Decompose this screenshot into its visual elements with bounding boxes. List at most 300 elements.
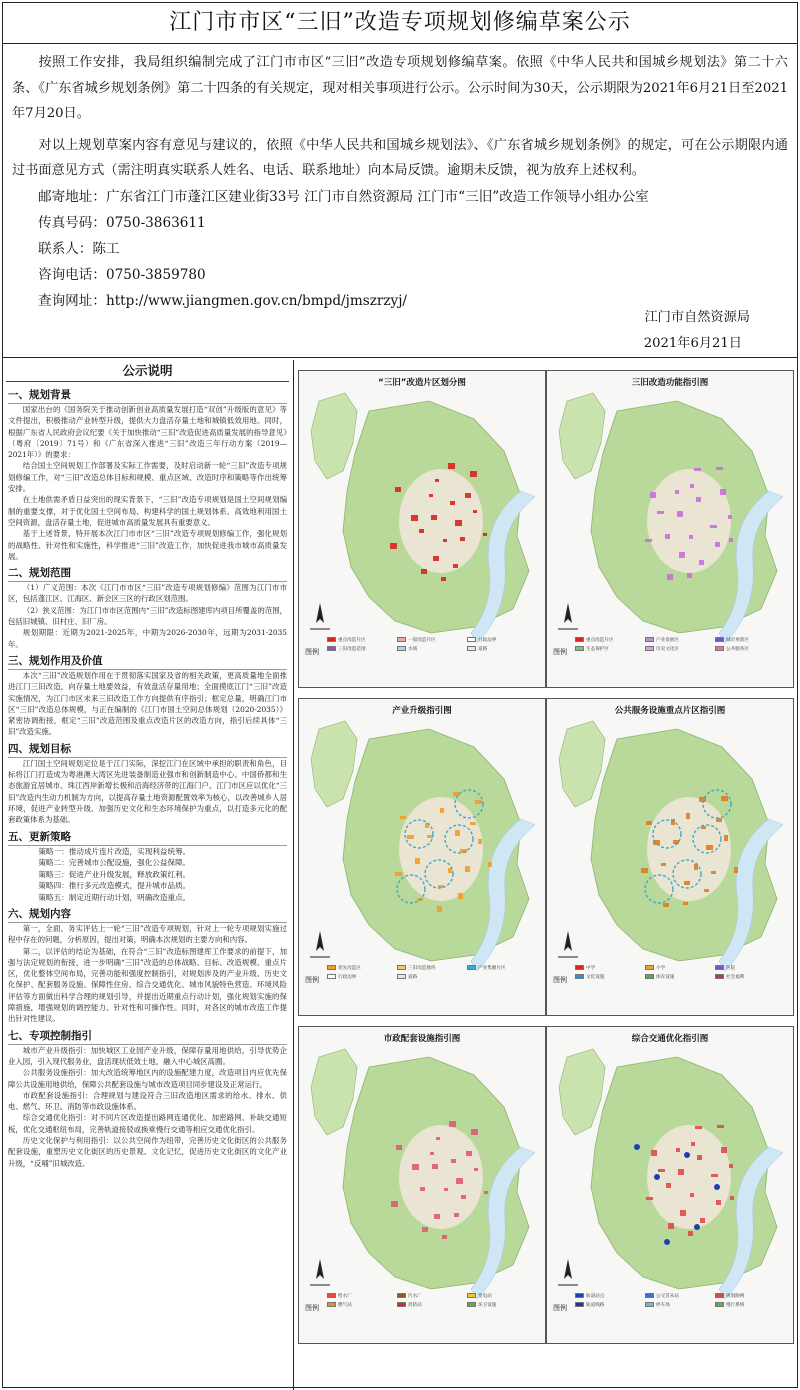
north-arrow-icon	[555, 929, 581, 963]
renewal-plot	[484, 1191, 488, 1194]
legend-item	[467, 644, 537, 653]
notice-title: 江门市市区“三旧”改造专项规划修编草案公示	[2, 2, 798, 44]
renewal-plot	[419, 529, 424, 533]
renewal-plot	[475, 800, 482, 804]
legend-swatch	[645, 1302, 654, 1307]
mailing-address: 邮寄地址：广东省江门市蓬江区建业街33号 江门市自然资源局 江门市“三旧”改造工作领导小组办公室	[38, 188, 649, 205]
renewal-plot	[415, 858, 420, 864]
notice-paragraph-2: 对以上规划草案内容有意见与建议的，依照《中华人民共和国城乡规划法》、《广东省城乡规划条例》的规定，可在公示期限内通过书面意见方式（需注明真实联系人姓名、电话、联系地址）向本局反馈。逾期未反馈，视为放弃上述权利。	[12, 137, 788, 178]
renewal-plot	[471, 1129, 478, 1135]
renewal-plot	[453, 792, 460, 796]
legend-swatch	[467, 1302, 476, 1307]
north-arrow-icon	[307, 601, 333, 635]
renewal-plot	[728, 515, 732, 519]
renewal-plot	[412, 1164, 419, 1170]
map-panel	[546, 698, 794, 1016]
renewal-plot	[679, 552, 685, 558]
renewal-plot	[716, 1200, 721, 1205]
renewal-plot	[422, 1227, 428, 1232]
legend-swatch	[397, 974, 406, 979]
legend-swatch	[575, 646, 584, 651]
renewal-plot	[661, 863, 666, 866]
legend-swatch	[575, 1302, 584, 1307]
map-panel	[298, 370, 546, 688]
renewal-plot	[466, 1151, 472, 1156]
legend-items	[575, 1291, 785, 1309]
renewal-plot	[450, 501, 455, 505]
renewal-plot	[431, 515, 437, 520]
renewal-plot	[680, 1210, 686, 1216]
north-arrow-icon	[307, 1257, 333, 1291]
legend-label: 图例	[553, 648, 567, 656]
renewal-plot	[461, 1195, 466, 1199]
renewal-plot	[455, 830, 460, 836]
renewal-plot	[683, 902, 688, 905]
renewal-plot	[673, 840, 679, 844]
legend-item	[575, 1291, 645, 1300]
renewal-plot	[675, 490, 679, 494]
urban-core	[647, 797, 731, 901]
notice-body	[2, 44, 798, 314]
renewal-plot	[650, 492, 656, 498]
legend-item	[327, 635, 397, 644]
legend-label: 图例	[305, 648, 319, 656]
renewal-plot	[658, 1169, 665, 1172]
renewal-plot	[443, 539, 447, 542]
legend-item	[715, 972, 785, 981]
legend-swatch	[645, 965, 654, 970]
legend-swatch	[397, 965, 406, 970]
legend-item	[397, 635, 467, 644]
legend-item	[327, 972, 397, 981]
renewal-plot	[465, 866, 470, 872]
renewal-plot	[448, 463, 455, 469]
map-title: 综合交通优化指引图	[631, 1034, 709, 1044]
legend-items	[327, 963, 537, 981]
transit-station	[684, 1152, 690, 1158]
strategy-item: 策略一：推动成片连片改造，实现利益统筹。	[38, 846, 191, 856]
legend-item-label: 给水厂	[338, 1293, 352, 1299]
legend-item-label: 公共服务区	[726, 646, 749, 652]
legend-item-label: 生态保护区	[586, 646, 609, 652]
legend-item-label: 变电站	[478, 1293, 492, 1299]
legend-item	[397, 963, 467, 972]
map-legend	[305, 963, 541, 1009]
renewal-plot	[483, 533, 487, 536]
legend-item-label: 城市更新区	[726, 637, 749, 643]
renewal-plot	[690, 1193, 694, 1197]
section-paragraph: 国家出台的《国务院关于推动创新创业高质量发展打造“双创”升级版的意见》等文件提出，积极推动产业转型升级，提供大力盘活存量土地和城镇低效用地。同时，根据广东省人民政府会议纪要《关于加快推动“三旧”改造促进高质量发展的指导意见》（粤府〔2019〕71号）和《广东省深入推进“三旧”改造三年行动方案（2019—2021年）》的要求：	[8, 405, 287, 460]
legend-item-label: 体育设施	[656, 974, 675, 980]
legend-item-label: 燃气站	[338, 1302, 352, 1308]
north-arrow-icon	[307, 929, 333, 963]
renewal-plot	[688, 1231, 693, 1236]
renewal-plot	[734, 867, 738, 873]
renewal-plot	[721, 796, 728, 801]
renewal-plot	[711, 1174, 718, 1177]
legend-item	[327, 1291, 397, 1300]
legend-item	[715, 635, 785, 644]
legend-label: 图例	[305, 1304, 319, 1312]
renewal-plot	[666, 1183, 671, 1188]
renewal-plot	[420, 1187, 425, 1191]
renewal-plot	[696, 497, 701, 502]
query-website: 查询网址：http://www.jiangmen.gov.cn/bmpd/jmszrzyj/	[38, 292, 408, 309]
renewal-plot	[432, 1164, 438, 1169]
legend-label: 图例	[553, 1304, 567, 1312]
renewal-plot	[686, 813, 690, 819]
section-heading: 三、规划作用及价值	[8, 654, 287, 670]
legend-item-label: 行政边界	[338, 974, 357, 980]
map-title: 市政配套设施指引图	[383, 1034, 461, 1044]
section-paragraph: 第一，全面、务实评估上一轮“三旧”改造专项规划，针对上一轮专项规划实施过程中存在的问题，分析原因，提出对策，明确本次规划的主要方向和内容。	[8, 924, 287, 945]
renewal-plot	[651, 1150, 657, 1156]
legend-swatch	[645, 637, 654, 642]
legend-item-label: 规划路网	[726, 1293, 745, 1299]
legend-item	[397, 1291, 467, 1300]
renewal-plot	[454, 1213, 459, 1217]
renewal-plot	[470, 822, 476, 825]
renewal-plot	[460, 537, 465, 541]
legend-item	[645, 644, 715, 653]
legend-item-label: 重点改造片区	[586, 637, 614, 643]
legend-item	[397, 1300, 467, 1309]
renewal-plot	[721, 1147, 727, 1153]
legend-item	[575, 635, 645, 644]
legend-item	[327, 644, 397, 653]
consult-phone: 咨询电话：0750-3859780	[38, 266, 206, 283]
renewal-plot	[657, 511, 664, 514]
renewal-plot	[690, 484, 694, 488]
explanation-title: 公示说明	[6, 360, 289, 382]
section-heading: 二、规划范围	[8, 566, 287, 582]
renewal-plot	[697, 1155, 702, 1160]
section-paragraph: 城市产业升级指引：加快城区工业园产业升级，保障存量用地供给，引导优势企业入园，引入现代服务业，盘活现状低效土地，融入中心城区高圈。	[8, 1045, 287, 1066]
legend-item	[645, 972, 715, 981]
map-legend	[553, 963, 789, 1009]
legend-item-label: 产业发展区	[656, 637, 679, 643]
explanation-content	[2, 382, 293, 1169]
legend-item	[715, 963, 785, 972]
map-title: 公共服务设施重点片区指引图	[614, 706, 726, 716]
renewal-plot	[695, 1126, 702, 1129]
legend-item	[397, 644, 467, 653]
legend-item	[715, 1300, 785, 1309]
renewal-plot	[441, 577, 446, 581]
section-heading: 一、规划背景	[8, 388, 287, 404]
strategy-item: 策略五：制定近期行动计划，明确改造重点。	[38, 892, 191, 902]
legend-swatch	[397, 1302, 406, 1307]
section-paragraph: 结合国土空间规划工作部署及实际工作需要，及时启动新一轮“三旧”改造专项规划修编工作，对“三旧”改造总体目标和规模、重点区域、改造时序和策略等作出统筹安排。	[8, 461, 287, 494]
renewal-plot	[488, 862, 492, 867]
lower-area	[2, 360, 798, 1390]
renewal-plot	[720, 489, 726, 495]
transit-station	[694, 1224, 700, 1230]
section-heading: 六、规划内容	[8, 907, 287, 923]
legend-item-label: 三旧改造范围	[338, 646, 366, 652]
legend-swatch	[327, 637, 336, 642]
map-panel	[546, 1026, 794, 1344]
renewal-plot	[699, 560, 704, 565]
legend-item	[575, 1300, 645, 1309]
renewal-plot	[396, 1145, 402, 1150]
legend-item-label: 轨道线路	[586, 1302, 605, 1308]
contact-person: 联系人：陈工	[38, 240, 120, 257]
legend-item	[467, 1291, 537, 1300]
renewal-plot	[440, 808, 444, 813]
section-heading: 五、更新策略	[8, 830, 287, 846]
legend-swatch	[715, 974, 724, 979]
legend-item-label: 道路	[408, 974, 418, 980]
legend-item-label: 污水厂	[408, 1293, 422, 1299]
renewal-plot	[667, 574, 673, 580]
transit-station	[664, 1239, 670, 1245]
legend-label: 图例	[305, 976, 319, 984]
legend-swatch	[397, 646, 406, 651]
renewal-plot	[677, 511, 683, 517]
notice-paragraph-1: 按照工作安排，我局组织编制完成了江门市市区“三旧”改造专项规划修编草案。依照《中华人民共和国城乡规划法》第二十六条、《广东省城乡规划条例》第二十四条的有关规定，现对相关事项进行公示。公示时间为30天，公示期限为2021年6月21日至2021年7月20日。	[12, 55, 788, 121]
legend-swatch	[645, 646, 654, 651]
renewal-plot	[717, 1125, 724, 1128]
legend-item-label: 慢行系统	[726, 1302, 745, 1308]
renewal-plot	[676, 1148, 680, 1152]
renewal-plot	[433, 556, 439, 561]
legend-item	[645, 635, 715, 644]
legend-items	[575, 635, 785, 653]
renewal-plot	[478, 839, 482, 844]
renewal-plot	[689, 535, 693, 539]
legend-swatch	[327, 1302, 336, 1307]
legend-swatch	[715, 646, 724, 651]
legend-item-label: 轨道站点	[586, 1293, 605, 1299]
renewal-plot	[437, 906, 442, 912]
legend-item-label: 优先改造区	[338, 965, 361, 971]
map-title: 三旧改造功能指引图	[631, 378, 709, 388]
legend-item-label: 道路	[478, 646, 488, 652]
legend-item	[575, 972, 645, 981]
renewal-plot	[704, 889, 709, 892]
section-paragraph: 在土地供需矛盾日益突出的现实背景下，“三旧”改造专项规划是国土空间规划编制的重要支撑，对于优化国土空间布局、构建科学的国土规划体系、高效地利用国土空间资源，盘活存量土地，促进城市高质量发展具有重要意义。	[8, 495, 287, 527]
renewal-plot	[706, 845, 713, 850]
legend-item	[645, 1300, 715, 1309]
section-paragraph: 本次“三旧”改造规划作用在于贯彻落实国家及省的相关政策，更高质量地全面推进江门三旧改造，向存量土地要效益，有效盘活存量用地；全面摸底江门“三旧”改造实施情况，为江门市区未来三旧改造工作方向提供有序指引；框定总量，明确江门市区“三旧”改造总体规模，与正在编制的《江门市国土空间总体规划（2020-2035）》紧密协调衔接，框定“三旧”改造范围及重点改造片区的改造方向，指引后续具体“三旧”改造实施。	[8, 670, 287, 737]
section-paragraph: 历史文化保护与利用指引：以公共空间作为纽带，完善历史文化街区的公共服务配套设施，重塑历史文化街区的历史景观、文化记忆，促进历史文化街区的文化产业升级，“反哺”旧城改造。	[8, 1136, 287, 1168]
legend-item-label: 停车场	[656, 1302, 670, 1308]
urban-core	[399, 1125, 483, 1229]
legend-swatch	[645, 1293, 654, 1298]
renewal-plot	[470, 471, 477, 477]
renewal-plot	[444, 1188, 448, 1191]
legend-item-label: 公交首末站	[656, 1293, 679, 1299]
renewal-plot	[395, 487, 401, 492]
renewal-plot	[711, 871, 716, 874]
legend-swatch	[467, 1293, 476, 1298]
legend-item-label: 一般改造片区	[408, 637, 436, 643]
legend-swatch	[715, 965, 724, 970]
renewal-plot	[474, 1168, 478, 1171]
map-panel	[546, 370, 794, 688]
legend-swatch	[645, 974, 654, 979]
section-paragraph: 基于上述背景，特开展本次江门市市区“三旧”改造专项规划修编工作，强化规划的战略性、针对性和实施性，科学推进“三旧”改造工作，加快促进我市城市高质量发展。	[8, 529, 287, 561]
legend-swatch	[575, 1293, 584, 1298]
legend-item-label: 三旧改造地块	[408, 965, 436, 971]
legend-item-label: 文化设施	[586, 974, 605, 980]
renewal-plot	[700, 1218, 705, 1223]
renewal-plot	[684, 881, 690, 885]
strategy-item: 策略二：完善城市公配设施，强化公益保障。	[38, 858, 191, 867]
legend-swatch	[327, 646, 336, 651]
legend-item	[397, 972, 467, 981]
legend-label: 图例	[553, 976, 567, 984]
section-paragraph: （1）广义范围：本次《江门市市区“三旧”改造专项规划修编》范围为江门市市区，包括蓬江区、江海区、新会区三区的行政区划范围。	[8, 583, 287, 604]
renewal-plot	[400, 816, 406, 819]
legend-item-label: 环卫设施	[478, 1302, 497, 1308]
legend-item-label: 产业集聚片区	[478, 965, 506, 971]
map-legend	[305, 635, 541, 681]
renewal-plot	[665, 534, 670, 539]
explanation-column	[2, 360, 294, 1390]
legend-swatch	[397, 1293, 406, 1298]
legend-item-label: 历史文化区	[656, 646, 679, 652]
renewal-plot	[715, 542, 720, 547]
renewal-plot	[458, 893, 463, 899]
legend-swatch	[715, 1293, 724, 1298]
renewal-plot	[449, 1121, 456, 1127]
renewal-plot	[436, 1137, 440, 1140]
legend-item-label: 中学	[586, 965, 596, 971]
transit-station	[634, 1144, 640, 1150]
legend-item	[715, 644, 785, 653]
north-arrow-icon	[555, 1257, 581, 1291]
section-paragraph: 第二，以评估的结论为基础，在符合“三旧”改造标图建库工作要求的前提下，加强与法定规划的衔接，进一步明确“三旧”改造的总体战略、目标、改造规模、重点片区，优化整体空间布局，完善功能和强度控制指引，对规划涉及的产业升级、历史文化保护、配套服务设施、保障性住房、综合交通优化、城市风貌特色营造、环境风险评估等方面做出科学合理的规划引导，并提出近期重点行动计划，强化规划实施的保障措施，增强规划的调控能力、针对性和可操作性。同时，对各区的城市改造工作提出针对性建议。	[8, 946, 287, 1024]
map-legend	[305, 1291, 541, 1337]
section-paragraph: 规划期限：近期为2021-2025年，中期为2026-2030年，远期为2031-2035年。	[8, 628, 287, 649]
renewal-plot	[451, 1159, 456, 1163]
renewal-plot	[411, 515, 418, 521]
strategy-item: 策略三：促进产业升级发展，释放政策红利。	[38, 869, 191, 879]
legend-item-label: 社会福利	[726, 974, 745, 980]
renewal-plot	[730, 1196, 734, 1200]
legend-item-label: 小学	[656, 965, 666, 971]
transit-station	[714, 1184, 720, 1190]
section-paragraph: 公共服务设施指引：加大改造统筹地区内的设施配建力度，改造项目内应优先保障公共设施用地供给，保障公共配套设施与城市改造项目同步建设及正常运行。	[8, 1068, 287, 1089]
legend-swatch	[715, 1302, 724, 1307]
strategy-item: 策略四：推行多元改造模式，提升城市品质。	[38, 881, 191, 890]
renewal-plot	[465, 493, 471, 498]
legend-swatch	[467, 646, 476, 651]
map-panel	[298, 1026, 546, 1344]
renewal-plot	[729, 1164, 733, 1168]
renewal-plot	[390, 543, 397, 549]
legend-item	[645, 1291, 715, 1300]
legend-swatch	[397, 637, 406, 642]
renewal-plot	[435, 479, 439, 482]
legend-swatch	[327, 965, 336, 970]
renewal-plot	[442, 1235, 447, 1239]
issue-date: 2021年6月21日	[643, 336, 742, 351]
legend-item-label: 水域	[408, 646, 418, 652]
renewal-plot	[646, 1197, 653, 1200]
legend-item	[327, 963, 397, 972]
renewal-plot	[691, 1142, 695, 1146]
renewal-plot	[456, 1178, 463, 1184]
legend-swatch	[575, 965, 584, 970]
legend-item	[467, 963, 537, 972]
section-paragraph: 市政配套设施指引：合理规划与建设符合三旧改造地区需求的给水、排水、供电、燃气、环卫、消防等市政设施体系。	[8, 1090, 287, 1112]
section-heading: 七、专项控制指引	[8, 1029, 287, 1045]
renewal-plot	[391, 1201, 398, 1207]
renewal-plot	[663, 903, 669, 907]
renewal-plot	[724, 835, 728, 841]
section-paragraph: 江门国土空间规划定位是于江门实际，深挖江门在区域中承担的职责和角色，目标将江门打造成为粤港澳大湾区先进装备制造业强市和创新制造中心、中国侨都和生态旅游宜居城市、珠江西岸新增长极和沿海经济带的江海门户。江门市区应以优化“三旧”改造内生动力机制为方向，以提高存量土地资源配置效率为核心，以改善城乡人居环境，促进产业转型升级、加强历史文化和生态环境保护为重点，以打造多元化的配套政策体系为基础。	[8, 758, 287, 825]
renewal-plot	[687, 573, 692, 578]
legend-item	[467, 1300, 537, 1309]
renewal-plot	[668, 1223, 674, 1229]
legend-swatch	[575, 637, 584, 642]
north-arrow-icon	[555, 601, 581, 635]
map-panel	[298, 698, 546, 1016]
legend-swatch	[467, 637, 476, 642]
legend-items	[327, 1291, 537, 1309]
legend-item-label: 医院	[726, 965, 736, 971]
renewal-plot	[678, 1169, 684, 1175]
legend-swatch	[327, 974, 336, 979]
legend-item	[715, 1291, 785, 1300]
renewal-plot	[716, 467, 723, 470]
section-paragraph: （2）狭义范围：为江门市市区范围内“三旧”改造标图建库内项目所覆盖的范围，包括旧城镇、旧村庄、旧厂房。	[8, 605, 287, 627]
legend-item	[575, 963, 645, 972]
renewal-plot	[729, 538, 733, 542]
renewal-plot	[473, 510, 477, 513]
legend-item-label: 行政边界	[478, 637, 497, 643]
renewal-plot	[453, 564, 458, 568]
section-heading: 四、规划目标	[8, 742, 287, 758]
legend-swatch	[575, 974, 584, 979]
legend-swatch	[467, 965, 476, 970]
section-paragraph: 综合交通优化指引：对不同片区改造提出路网连通优化、加密路网、补缺交通短板，优化交通枢纽布局，完善轨道接驳或换乘慢行交通等相应交通优化指引。	[8, 1113, 287, 1134]
legend-item-label: 消防站	[408, 1302, 422, 1308]
renewal-plot	[455, 520, 462, 526]
renewal-plot	[421, 569, 427, 574]
map-title: 产业升级指引图	[392, 706, 452, 716]
renewal-plot	[694, 468, 701, 471]
renewal-plot	[646, 821, 652, 825]
renewal-plot	[641, 868, 648, 873]
fax-number: 传真号码：0750-3863611	[38, 214, 206, 231]
renewal-plot	[434, 1214, 440, 1219]
renewal-plot	[407, 835, 414, 839]
map-legend	[553, 1291, 789, 1337]
renewal-plot	[645, 539, 652, 542]
legend-item	[467, 635, 537, 644]
legend-item	[327, 1300, 397, 1309]
renewal-plot	[429, 494, 433, 497]
urban-core	[647, 469, 731, 573]
legend-item-label: 重点改造片区	[338, 637, 366, 643]
renewal-plot	[430, 1152, 434, 1155]
notice-block	[2, 2, 798, 358]
renewal-plot	[395, 872, 402, 876]
legend-item	[645, 963, 715, 972]
issuing-organization: 江门市自然资源局	[644, 310, 750, 325]
transit-station	[654, 1174, 660, 1180]
map-title: “三旧”改造片区划分图	[378, 378, 466, 388]
legend-items	[575, 963, 785, 981]
renewal-plot	[710, 525, 717, 528]
legend-item	[575, 644, 645, 653]
legend-items	[327, 635, 537, 653]
legend-swatch	[327, 1293, 336, 1298]
